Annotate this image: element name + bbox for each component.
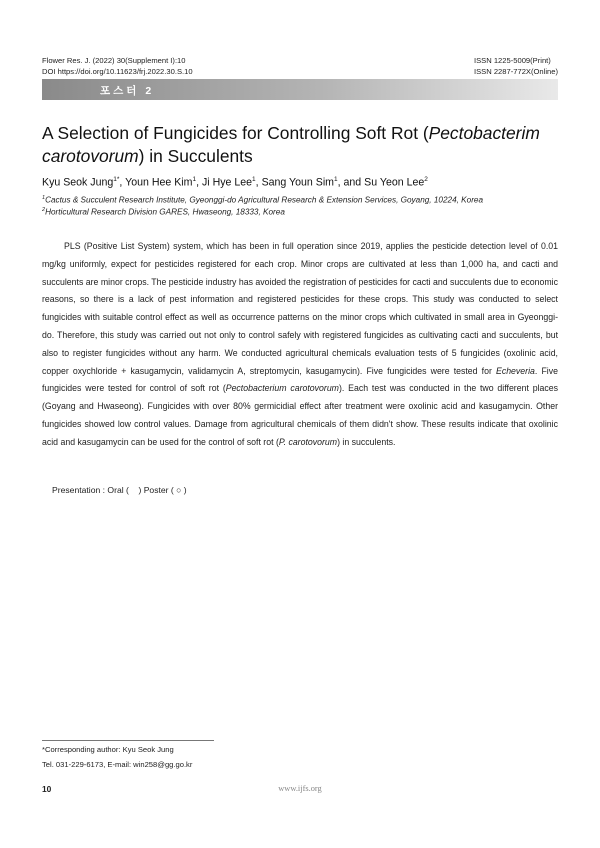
author-affil-mark: 1 <box>334 176 338 183</box>
author-affil-mark: 1* <box>113 176 120 183</box>
abstract-text-4: ) in succulents. <box>337 436 396 447</box>
author-separator: , <box>196 176 202 189</box>
title-part-before: A Selection of Fungicides for Controlling Soft Rot ( <box>42 123 429 143</box>
abstract-text-1: PLS (Positive List System) system, which has been in full operation since 2019, applies the pesticide detection level of 0.01 mg/kg uniformly, expect for pesticides registered for each crop. Minor crops are cultivated at less than 1,000 ha, and cacti and succulents are minor crops. The pesticide industry has avoided the registration of pesticides for cacti and succulents due to economic reasons, so there is a lack of pest information and registered pesticides for these crops. This study was conducted to select fungicides with suitable control effect as well as occurrence patterns on the minor crops which cultivated in small area in Gyeonggi-do. Therefore, this study was carried out not only to control safely with registered fungicides as cultivating cacti and succulents, but also to register fungicides without any harm. We conducted agricultural chemicals evaluation tests of 5 fungicides (oxolinic acid, copper oxychloride + kasugamycin, validamycin A, streptomycin, kasugamycin). Five fungicides were tested for <box>42 241 558 376</box>
abstract-text-3: ). Each test was conducted in the two different places (Goyang and Hwaseong). Fungicides with over 80% germicidial effect after treatment were oxolinic acid and kasugamycin. Other fungicides showed low control values. Damage from agricultural chemicals of them didn't show. These results indicate that oxolinic acid and kasugamycin can be used for the control of soft rot ( <box>42 383 558 447</box>
journal-citation <box>42 55 193 77</box>
abstract-species-3: P. carotovorum <box>278 436 338 447</box>
presentation-type: Presentation : Oral ( ) Poster ( ○ ) <box>52 485 187 495</box>
issn-block <box>474 55 558 77</box>
footnote-divider <box>42 740 214 741</box>
affiliation-2 <box>42 207 285 217</box>
title-species: Pectobacterim carotovorum <box>42 123 540 166</box>
page-number: 10 <box>42 784 52 794</box>
corresponding-author: *Corresponding author: Kyu Seok Jung <box>42 745 174 754</box>
author-name: Su Yeon Lee <box>364 176 425 189</box>
author-separator: , and <box>337 176 365 189</box>
author-name: Ji Hye Lee <box>201 176 253 189</box>
title-part-after: ) in Succulents <box>138 146 253 166</box>
abstract-species-2: Pectobacterium carotovorum <box>225 383 339 394</box>
affiliation-text: Cactus & Succulent Research Institute, Gyeonggi-do Agricultural Research & Extension Services, Goyang, 10224, Korea <box>45 195 484 205</box>
section-label: 포스터 2 <box>100 85 155 97</box>
author-affil-mark: 2 <box>424 176 428 183</box>
footer-url[interactable]: www.ijfs.org <box>278 784 322 793</box>
affiliation-mark: 2 <box>42 207 46 213</box>
abstract <box>42 238 558 452</box>
abstract-species-1: Echeveria <box>495 365 535 376</box>
doi-line[interactable]: DOI https://doi.org/10.11623/frj.2022.30.S.10 <box>42 67 193 76</box>
affiliation-text: Horticultural Research Division GARES, Hwaseong, 18333, Korea <box>45 207 285 217</box>
author-affil-mark: 1 <box>252 176 256 183</box>
affiliation-1 <box>42 195 483 205</box>
author-contact: Tel. 031-229-6173, E-mail: win258@gg.go.kr <box>42 760 193 769</box>
issn-print: ISSN 1225-5009(Print) <box>474 56 551 65</box>
journal-line: Flower Res. J. (2022) 30(Supplement I):10 <box>42 56 186 65</box>
author-affil-mark: 1 <box>192 176 197 183</box>
issn-online: ISSN 2287-772X(Online) <box>474 67 558 76</box>
section-band <box>42 79 558 100</box>
paper-title <box>42 122 562 168</box>
author-separator: , <box>119 176 126 189</box>
abstract-text-2: . Five fungicides were tested for control of soft rot ( <box>42 365 558 394</box>
author-list <box>42 176 428 189</box>
affiliation-mark: 1 <box>42 195 46 201</box>
author-separator: , <box>255 176 262 189</box>
author-name: Kyu Seok Jung <box>42 176 114 189</box>
author-name: Sang Youn Sim <box>261 176 335 189</box>
author-name: Youn Hee Kim <box>125 176 193 189</box>
